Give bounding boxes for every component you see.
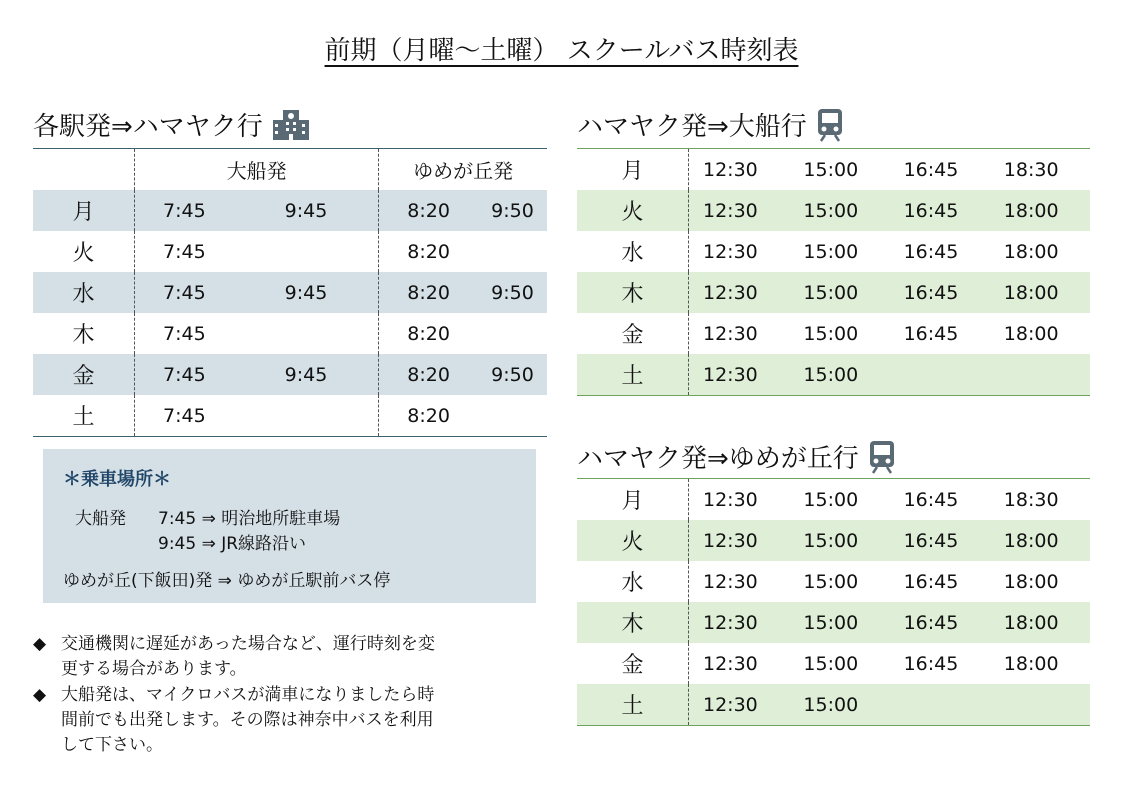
table-row: [577, 272, 1090, 313]
time-cell: 9:50: [463, 190, 547, 231]
time-cell: [257, 313, 379, 354]
time-cell: 9:45: [257, 190, 379, 231]
day-cell: 土: [577, 684, 689, 726]
time-cell: 8:20: [379, 272, 463, 313]
day-cell: 金: [577, 313, 689, 354]
time-cell: 12:30: [689, 684, 790, 726]
table-row: [577, 231, 1090, 272]
boarding-location-box: [43, 449, 536, 603]
day-cell: 火: [577, 190, 689, 231]
day-cell: 木: [33, 313, 135, 354]
day-cell: 水: [33, 272, 135, 313]
time-cell: 18:00: [1003, 240, 1059, 263]
right2-section-heading: [577, 438, 897, 475]
yumegaoka-boarding: ゆめが丘(下飯田)発 ⇒ ゆめが丘駅前バス停: [63, 571, 391, 591]
time-cell: 18:30: [1003, 158, 1059, 181]
right1-section-heading: [577, 106, 845, 143]
day-cell: 月: [577, 479, 689, 521]
time-cell: 12:30: [689, 354, 790, 396]
hamayaku-to-ofuna-table: [577, 148, 1090, 396]
time-cell: [990, 354, 1090, 396]
time-cell: 18:00: [990, 190, 1090, 231]
time-cell: 16:45: [903, 488, 959, 511]
time-cell: 12:30: [703, 652, 758, 675]
bullet-diamond: ◆: [33, 634, 47, 654]
time-cell: 18:00: [990, 272, 1090, 313]
train-icon: [815, 108, 845, 142]
time-cell: 18:00: [1003, 570, 1059, 593]
table-row: [577, 684, 1090, 726]
time-cell: 7:45: [163, 322, 206, 345]
time-cell: 16:45: [903, 240, 959, 263]
day-cell: 土: [33, 395, 135, 437]
time-cell: 7:45: [163, 404, 206, 427]
day-cell: 土: [577, 354, 689, 396]
time-cell: 15:00: [803, 570, 859, 593]
time-cell: 7:45: [163, 240, 206, 263]
train-icon: [867, 440, 897, 474]
time-cell: 8:20: [407, 322, 450, 345]
building-icon: [271, 108, 311, 142]
time-cell: [257, 231, 379, 272]
hamayaku-to-yumegaoka-table: [577, 478, 1090, 726]
table-row: [577, 479, 1090, 521]
time-cell: 18:00: [990, 602, 1090, 643]
time-cell: 12:30: [703, 488, 758, 511]
right1-heading-text: ハマヤク発⇒大船行: [577, 112, 807, 142]
table-row: [33, 354, 547, 395]
note-1-line-2: 更する場合があります。: [61, 659, 247, 679]
day-cell: 水: [577, 561, 689, 602]
boarding-line-2: 9:45 ⇒ JR線路沿い: [158, 534, 307, 554]
time-cell: 15:00: [803, 322, 859, 345]
day-cell: 木: [577, 602, 689, 643]
time-cell: 15:00: [789, 520, 889, 561]
time-cell: 15:00: [789, 684, 889, 726]
table-row: [33, 395, 547, 437]
boarding-line-1: 7:45 ⇒ 明治地所駐車場: [158, 509, 341, 529]
time-cell: 16:45: [890, 520, 990, 561]
time-cell: 16:45: [903, 158, 959, 181]
time-cell: 8:20: [407, 404, 450, 427]
time-cell: 9:50: [463, 272, 547, 313]
time-cell: 12:30: [703, 240, 758, 263]
note-1-line-1: 交通機関に遅延があった場合など、運行時刻を変: [61, 634, 435, 654]
page-title: 前期（月曜～土曜） スクールバス時刻表: [324, 36, 799, 66]
time-cell: [257, 395, 379, 437]
time-cell: 12:30: [703, 158, 758, 181]
table-row: [577, 561, 1090, 602]
note-2-line-3: して下さい。: [61, 735, 163, 755]
time-cell: 18:00: [990, 520, 1090, 561]
time-cell: [463, 395, 547, 437]
ofuna-label: 大船発: [75, 509, 126, 529]
time-cell: 15:00: [789, 272, 889, 313]
time-cell: 9:45: [257, 272, 379, 313]
boarding-title: ＊乗車場所＊: [63, 469, 171, 490]
time-cell: 16:45: [890, 272, 990, 313]
table-row: [33, 231, 547, 272]
time-cell: 8:20: [379, 190, 463, 231]
time-cell: 15:00: [789, 354, 889, 396]
left-heading-text: 各駅発⇒ハマヤク行: [33, 112, 263, 142]
day-cell: 金: [33, 354, 135, 395]
time-cell: 18:00: [1003, 652, 1059, 675]
time-cell: 8:20: [379, 354, 463, 395]
day-cell: 月: [33, 190, 135, 231]
time-cell: 15:00: [789, 190, 889, 231]
bullet-diamond: ◆: [33, 685, 47, 705]
table-row: [577, 190, 1090, 231]
time-cell: 16:45: [903, 322, 959, 345]
time-cell: 12:30: [689, 602, 790, 643]
yumegaoka-header: ゆめが丘発: [413, 159, 514, 183]
left-section-heading: [33, 106, 311, 143]
time-cell: 12:30: [703, 322, 758, 345]
table-row: [577, 643, 1090, 684]
time-cell: 7:45: [135, 190, 257, 231]
time-cell: 15:00: [803, 488, 859, 511]
time-cell: [990, 684, 1090, 726]
table-header-row: [33, 149, 547, 191]
time-cell: 18:30: [1003, 488, 1059, 511]
time-cell: 15:00: [789, 602, 889, 643]
time-cell: 12:30: [703, 570, 758, 593]
time-cell: 16:45: [890, 190, 990, 231]
time-cell: 16:45: [890, 602, 990, 643]
table-row: [33, 190, 547, 231]
right2-heading-text: ハマヤク発⇒ゆめが丘行: [577, 444, 859, 474]
time-cell: 15:00: [803, 240, 859, 263]
table-row: [577, 313, 1090, 354]
table-row: [577, 354, 1090, 396]
time-cell: 12:30: [689, 272, 790, 313]
time-cell: 15:00: [803, 652, 859, 675]
day-cell: 火: [33, 231, 135, 272]
time-cell: 18:00: [1003, 322, 1059, 345]
time-cell: 12:30: [689, 190, 790, 231]
time-cell: 16:45: [903, 652, 959, 675]
time-cell: 9:50: [463, 354, 547, 395]
time-cell: [463, 231, 547, 272]
table-row: [577, 149, 1090, 191]
note-1: [33, 632, 435, 682]
time-cell: [463, 313, 547, 354]
table-row: [577, 602, 1090, 643]
time-cell: 7:45: [135, 272, 257, 313]
note-2-line-2: 間前でも出発します。その際は神奈中バスを利用: [61, 710, 434, 730]
day-cell: 金: [577, 643, 689, 684]
time-cell: [890, 684, 990, 726]
day-cell: 木: [577, 272, 689, 313]
departures-to-hamayaku-table: [33, 148, 547, 437]
time-cell: 9:45: [257, 354, 379, 395]
note-2-line-1: 大船発は、マイクロバスが満車になりましたら時: [61, 685, 435, 705]
time-cell: [890, 354, 990, 396]
time-cell: 15:00: [803, 158, 859, 181]
table-row: [577, 520, 1090, 561]
day-cell: 水: [577, 231, 689, 272]
table-row: [33, 272, 547, 313]
day-cell: 火: [577, 520, 689, 561]
time-cell: 16:45: [903, 570, 959, 593]
ofuna-header: 大船発: [135, 149, 379, 191]
time-cell: 7:45: [135, 354, 257, 395]
time-cell: 8:20: [407, 240, 450, 263]
note-2: [33, 683, 434, 758]
day-cell: 月: [577, 149, 689, 191]
time-cell: 12:30: [689, 520, 790, 561]
table-row: [33, 313, 547, 354]
